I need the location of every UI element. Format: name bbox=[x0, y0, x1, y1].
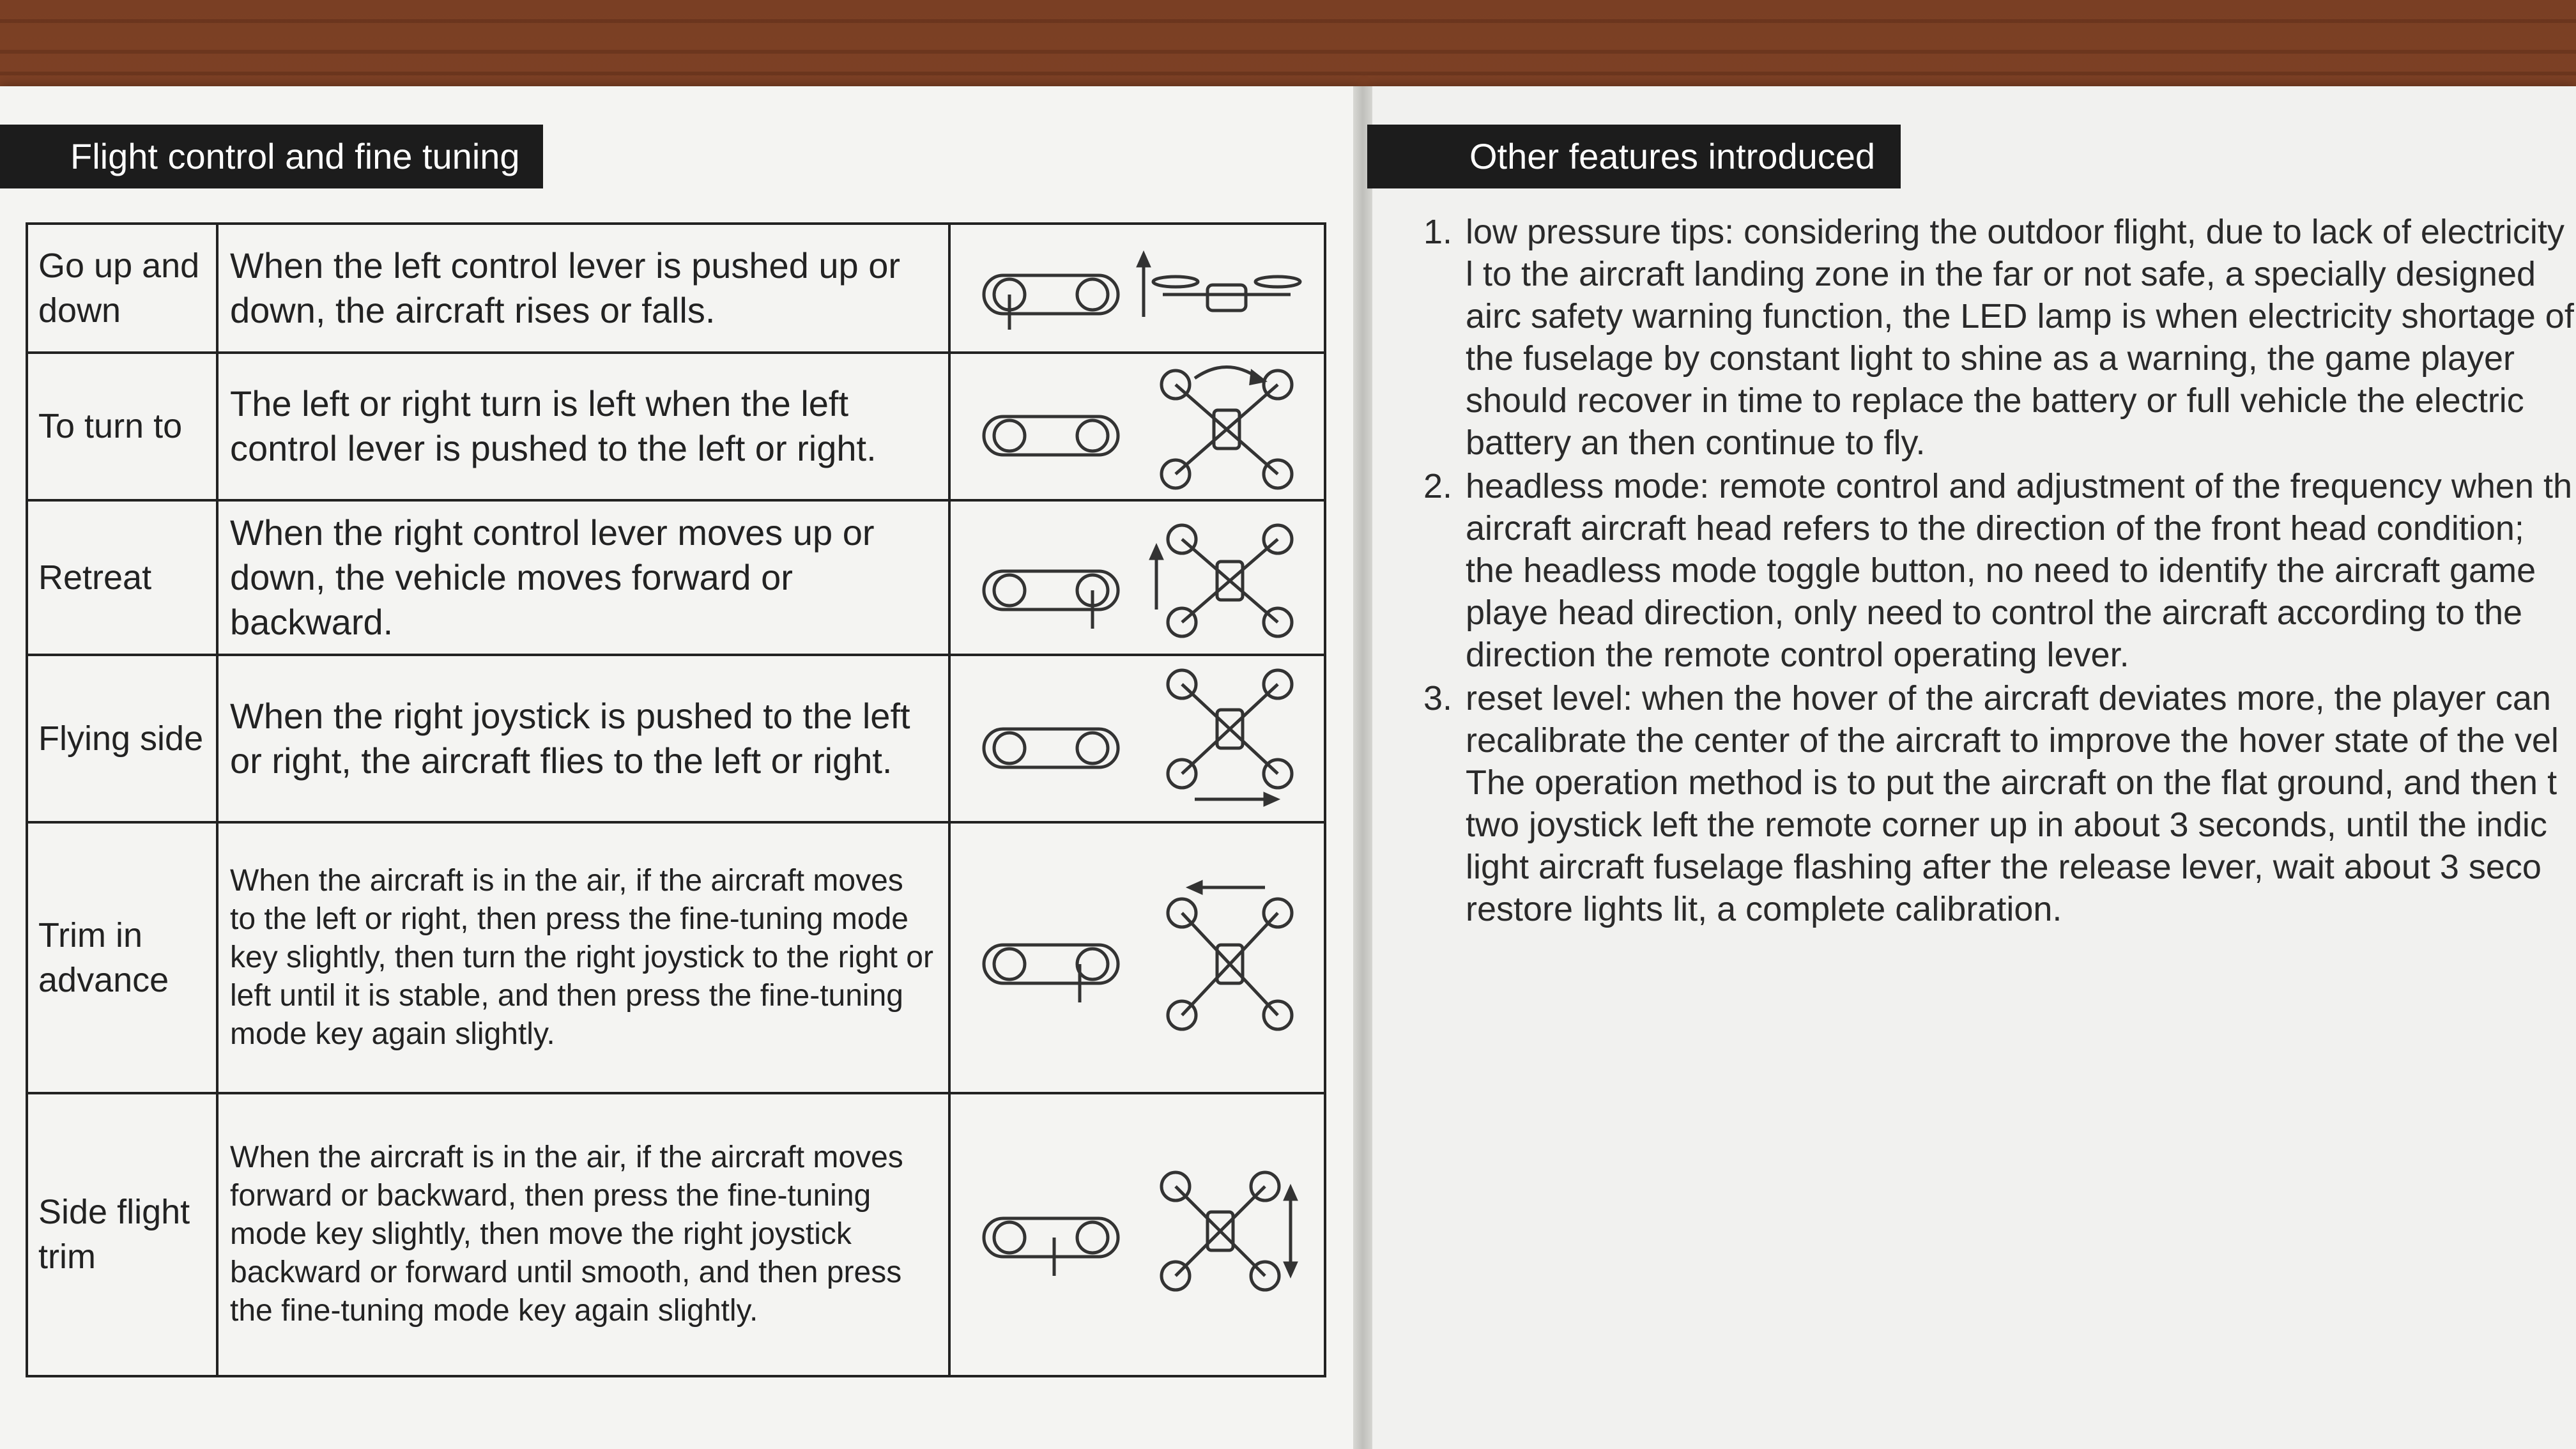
forward-backward-illustration-icon bbox=[971, 507, 1303, 648]
book-spine bbox=[1353, 86, 1372, 1449]
table-row bbox=[27, 500, 1325, 655]
turn-illustration-icon bbox=[971, 359, 1303, 493]
action-cell: Retreat bbox=[27, 500, 217, 655]
feature-text: reset level: when the hover of the aircraft deviates more, the player can recalibrate the center of the aircraft to improve the hover state of the vel The operation method is to put the aircraft on the flat ground, and then t two joystick left the remote corner up in about 3 seconds, until the indic light aircraft fuselage flashing after the release lever, wait about 3 seco restore lights lit, a complete calibration. bbox=[1466, 679, 2559, 928]
table-row bbox=[27, 655, 1325, 822]
figure-cell bbox=[949, 224, 1325, 353]
action-cell: To turn to bbox=[27, 353, 217, 501]
figure-cell bbox=[949, 353, 1325, 501]
description-cell: When the left control lever is pushed up or down, the aircraft rises or falls. bbox=[217, 224, 949, 353]
description-cell: When the right joystick is pushed to the left or right, the aircraft flies to the left or right. bbox=[217, 655, 949, 822]
figure-cell bbox=[949, 1093, 1325, 1376]
action-cell: Flying side bbox=[27, 655, 217, 822]
list-item bbox=[1423, 465, 2576, 676]
table-row bbox=[27, 1093, 1325, 1376]
left-section-header: Flight control and fine tuning bbox=[0, 125, 543, 188]
figure-cell bbox=[949, 822, 1325, 1092]
features-list bbox=[1423, 211, 2576, 931]
description-cell: When the right control lever moves up or down, the vehicle moves forward or backward. bbox=[217, 500, 949, 655]
list-item bbox=[1423, 211, 2576, 464]
action-cell: Go up and down bbox=[27, 224, 217, 353]
action-cell: Side flight trim bbox=[27, 1093, 217, 1376]
sideways-illustration-icon bbox=[971, 665, 1303, 812]
rise-fall-illustration-icon bbox=[971, 234, 1303, 342]
table-row bbox=[27, 224, 1325, 353]
description-cell: When the aircraft is in the air, if the aircraft moves to the left or right, then press the fine-tuning mode key slightly, then turn the right joystick to the right or left until it is stable, and then press the fine-tuning mode key again slightly. bbox=[217, 822, 949, 1092]
description-cell: When the aircraft is in the air, if the aircraft moves forward or backward, then press the fine-tuning mode key slightly, then move the right joystick backward or forward until smooth, and then press the fine-tuning mode key again slightly. bbox=[217, 1093, 949, 1376]
feature-number: 2. bbox=[1423, 467, 1453, 505]
list-item bbox=[1423, 677, 2576, 930]
description-cell: The left or right turn is left when the left control lever is pushed to the left or right. bbox=[217, 353, 949, 501]
flight-control-table bbox=[26, 222, 1326, 1377]
table-row bbox=[27, 822, 1325, 1092]
feature-number: 3. bbox=[1423, 679, 1453, 717]
figure-cell bbox=[949, 655, 1325, 822]
feature-text: low pressure tips: considering the outdoor flight, due to lack of electricity l to the aircraft landing zone in the far or not safe, a specially designed airc safety warning function, the LED lamp is when electricity shortage of the fuselage by constant light to shine as a warning, the game player should recover in time to replace the battery or full vehicle the electric battery an then continue to fly. bbox=[1466, 213, 2574, 462]
action-cell: Trim in advance bbox=[27, 822, 217, 1092]
table-row bbox=[27, 353, 1325, 501]
figure-cell bbox=[949, 500, 1325, 655]
trim-forward-illustration-icon bbox=[971, 875, 1303, 1041]
feature-number: 1. bbox=[1423, 213, 1453, 251]
trim-side-illustration-icon bbox=[971, 1154, 1303, 1314]
right-section-header: Other features introduced bbox=[1367, 125, 1901, 188]
feature-text: headless mode: remote control and adjustment of the frequency when th aircraft aircraft head refers to the direction of the front head condition; the headless mode toggle button, no need to identify the aircraft game playe head direction, only need to control the aircraft according to the direction the remote control operating lever. bbox=[1466, 467, 2573, 674]
